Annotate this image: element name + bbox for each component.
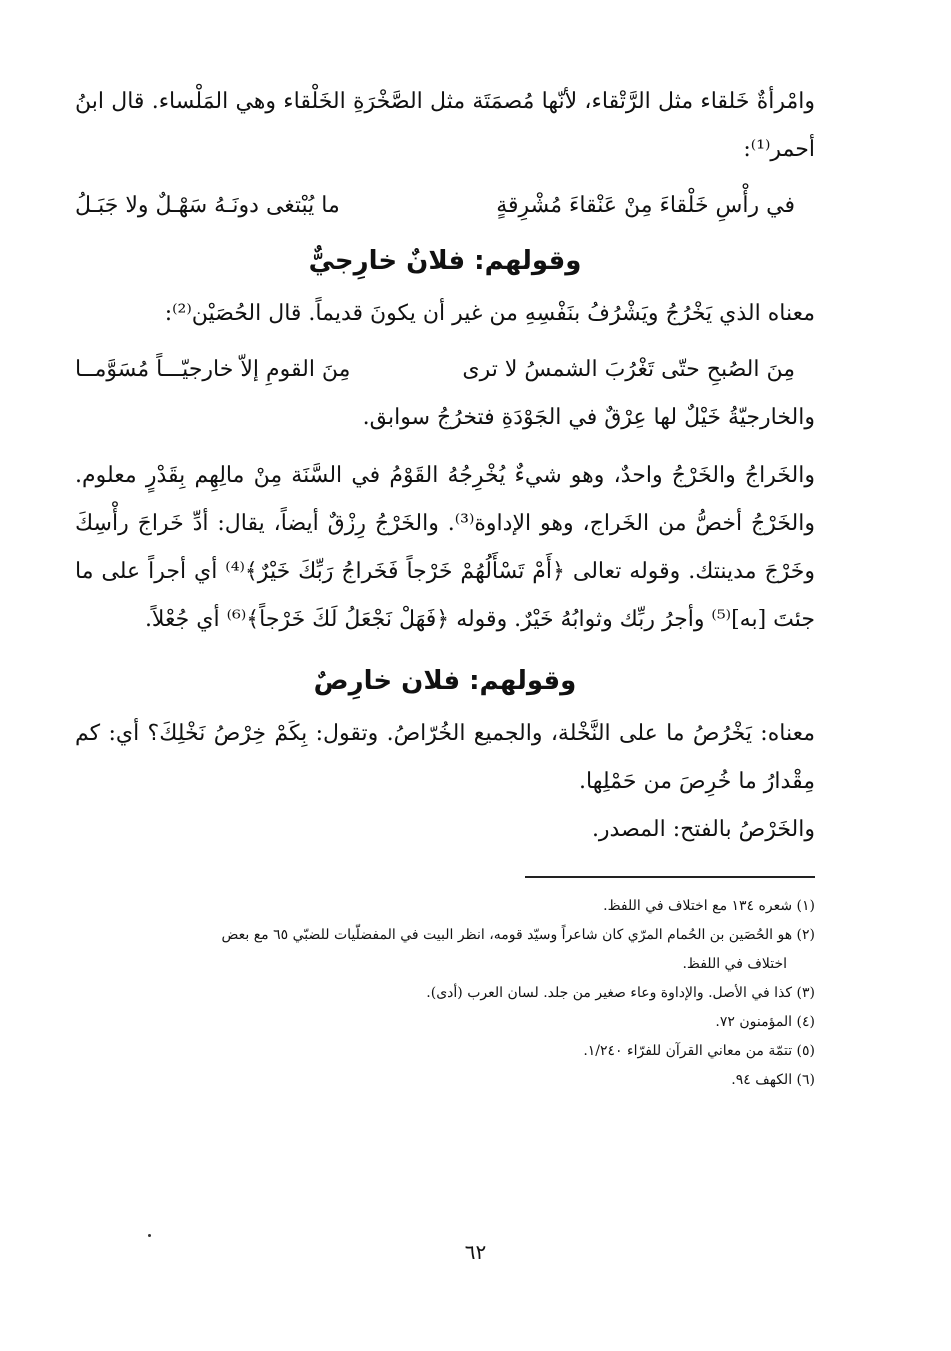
verse-2-second-hemistich: مِنَ القومِ إلاّ خارجيّـــاً مُسَوَّمــا [75, 357, 351, 382]
footnotes [75, 892, 815, 1095]
verse-1 [75, 182, 815, 230]
paragraph-6: والخَرْصُ بالفتح: المصدر. [591, 817, 815, 842]
verse-1-first-hemistich: في رأْسِ خَلْقاءَ مِنْ عَنْقاءَ مُشْرِقةٍ [496, 193, 795, 218]
footnote-1: (١) شعره ١٣٤ مع اختلاف في اللفظ. [603, 898, 815, 914]
section-heading-kharis: وقولهم: فلان خارِصٌ [313, 666, 577, 696]
paragraph-2: معناه الذي يَخْرُجُ ويَشْرُفُ بنَفْسِهِ من غير أن يكونَ قديماً. قال الحُصَيْن⁽²⁾: [164, 301, 815, 326]
page-body [75, 78, 815, 1318]
verse-2 [75, 346, 815, 394]
verse-1-second-hemistich: ما يُبْتغى دونَـهُ سَهْـلٌ ولا جَبَـلُ [75, 193, 340, 218]
footnote-2-continued: اختلاف في اللفظ. [682, 956, 787, 972]
paragraph-4: والخَراجُ والخَرْجُ واحدٌ، وهو شيءٌ يُخْرِجُهُ القَوْمُ في السَّنَة مِنْ مالِهِم بِقَدْرٍ معلوم. والخَرْجُ أخصُّ من الخَراج، وهو الإداوة⁽³⁾. والخَرْجُ رِزْقٌ أيضاً، يقال: أدِّ خَراجَ رأْسِكَ وخَرْجَ مدينتك. وقوله تعالى ﴿أَمْ تَسْأَلُهُمْ خَرْجاً فَخَراجُ رَبِّكَ خَيْرٌ﴾⁽⁴⁾ أي أجراً على ما جئتَ [به]⁽⁵⁾ وأجرُ ربِّك وثوابُهُ خَيْرٌ. وقوله ﴿فَهَلْ نَجْعَلُ لَكَ خَرْجاً﴾⁽⁶⁾ أي جُعْلاً. [75, 463, 816, 632]
footnote-5: (٥) تتمّة من معاني القرآن للفرّاء ١/٢٤٠. [583, 1043, 815, 1059]
page-number: ٦٢ [464, 1240, 487, 1264]
verse-2-first-hemistich: مِنَ الصُبحِ حتّى تَغْرُبَ الشمسُ لا ترى [462, 357, 795, 382]
paragraph-3: والخارجيّةُ خَيْلٌ لها عِرْقٌ في الجَوْدَةِ فتخرُجُ سوابق. [362, 405, 815, 430]
section-heading-kharijiy: وقولهم: فلانٌ خارِجيٌّ [308, 246, 582, 276]
footnote-6: (٦) الكهف ٩٤. [731, 1072, 815, 1088]
footnote-divider [525, 876, 815, 878]
stray-dot [148, 1234, 151, 1237]
paragraph-1: وامْرأةٌ خَلقاء مثل الرَّتْقاء، لأنّها مُصمَتَة مثل الصَّخْرَةِ الخَلْقاء وهي المَلْساء. قال ابنُ أحمر⁽¹⁾: [75, 89, 815, 162]
footnote-2: (٢) هو الحُصَين بن الحُمام المرّي كان شاعراً وسيّد قومه، انظر البيت في المفضلّيات للضبّي ٦٥ مع بعض [221, 927, 815, 943]
footnote-3: (٣) كذا في الأصل. والإداوة وعاء صغير من جلد. لسان العرب (أدى). [426, 985, 815, 1001]
paragraph-5: معناه: يَخْرُصُ ما على النَّخْلة، والجميع الخُرّاصُ. وتقول: بِكَمْ خِرْصُ نَخْلِكَ؟ أي: كم مِقْدارُ ما خُرِصَ من حَمْلِها. [75, 721, 815, 794]
footnote-4: (٤) المؤمنون ٧٢. [715, 1014, 815, 1030]
